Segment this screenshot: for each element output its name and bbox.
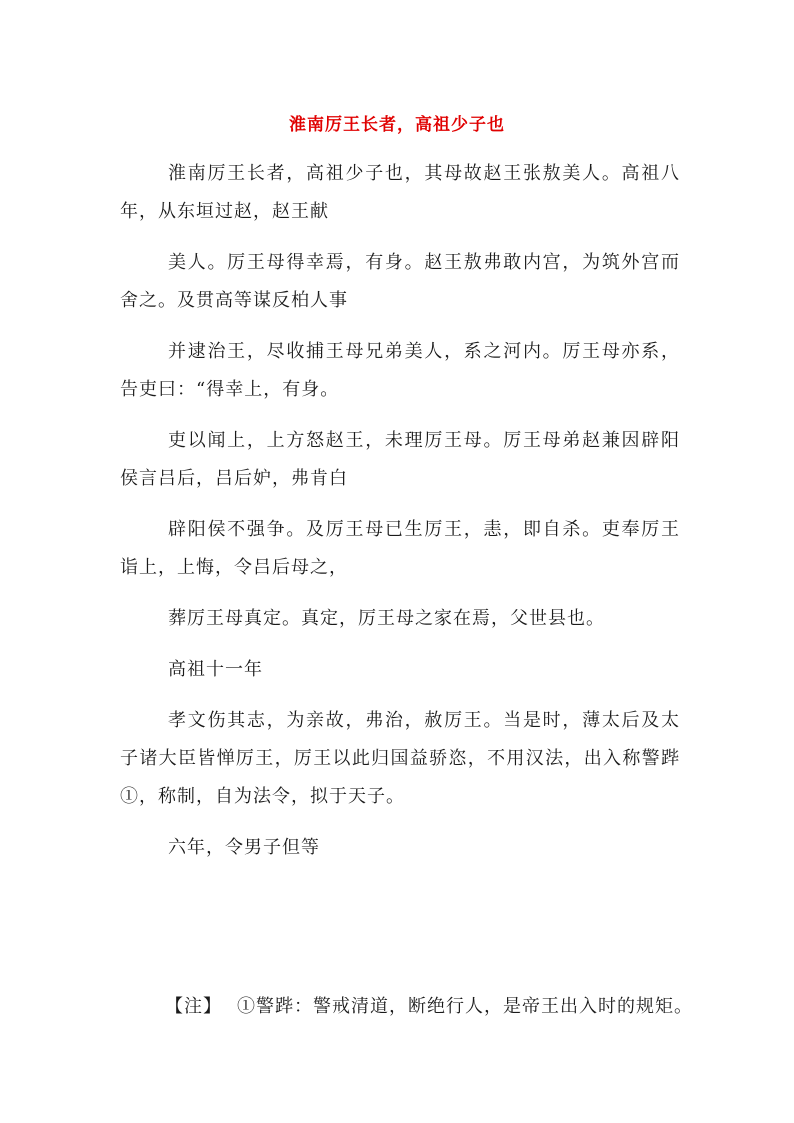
paragraph-6: 葬厉王母真定。真定，厉王母之家在焉，父世县也。 [168, 608, 605, 629]
footnote [165, 988, 693, 1026]
paragraph-8: 孝文伤其志，为亲故，弗治，赦厉王。当是时，薄太后及太子诸大臣皆惮厉王，厉王以此归国益骄恣，不用汉法，出入称警跸①，称制，自为法令，拟于天子。 [120, 710, 680, 807]
paragraph-2: 美人。厉王母得幸焉，有身。赵王敖弗敢内宫，为筑外宫而舍之。及贯高等谋反柏人事 [120, 252, 680, 311]
footnote-text: ①警跸：警戒清道，断绝行人，是帝王出入时的规矩。 [237, 996, 693, 1017]
paragraph-3: 并逮治王，尽收捕王母兄弟美人，系之河内。厉王母亦系，告吏曰：“得幸上，有身。 [120, 341, 680, 400]
paragraph-1: 淮南厉王长者，高祖少子也，其母故赵王张敖美人。高祖八年，从东垣过赵，赵王献 [120, 163, 680, 222]
document-body [120, 155, 680, 880]
paragraph-9: 六年，令男子但等 [168, 837, 320, 858]
footnote-label: 【注】 [165, 996, 222, 1017]
document-title: 淮南厉王长者，高祖少子也 [289, 115, 505, 135]
paragraph-7: 高祖十一年 [168, 659, 263, 680]
paragraph-4: 吏以闻上，上方怒赵王，未理厉王母。厉王母弟赵兼因辟阳侯言吕后，吕后妒，弗肯白 [120, 430, 680, 489]
paragraph-5: 辟阳侯不强争。及厉王母已生厉王，恚，即自杀。吏奉厉王诣上，上悔，令吕后母之， [120, 519, 680, 578]
